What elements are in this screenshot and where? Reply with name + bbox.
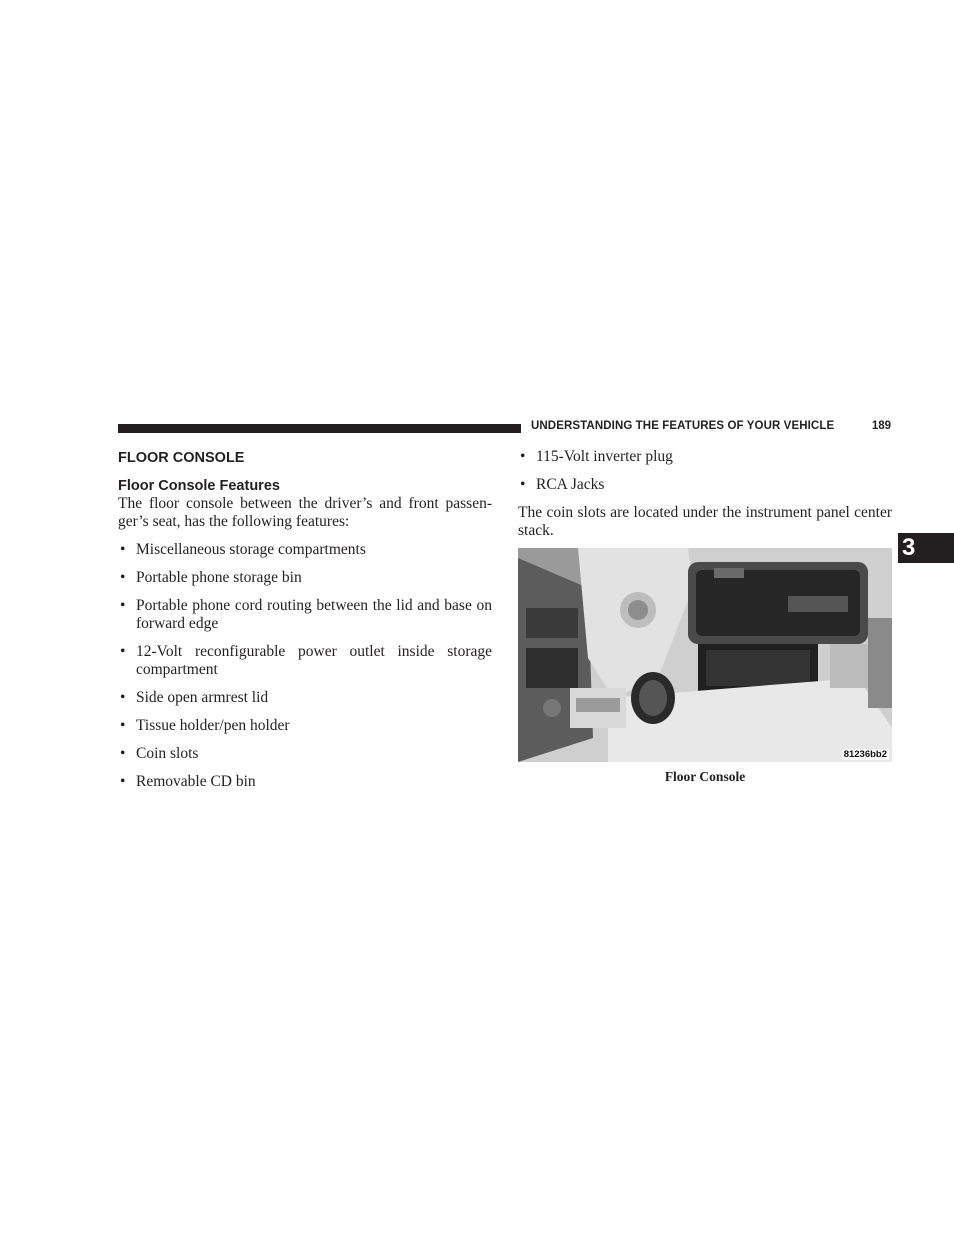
- running-header: [531, 420, 891, 432]
- list-item: [118, 717, 492, 735]
- list-item-text: Portable phone storage bin: [136, 569, 302, 586]
- bullet-icon: •: [120, 773, 126, 790]
- feature-list-continued: [518, 448, 892, 494]
- bullet-icon: •: [120, 643, 126, 660]
- list-item-text: Side open armrest lid: [136, 689, 269, 706]
- list-item-text: RCA Jacks: [536, 476, 605, 493]
- floor-console-photo: [518, 548, 892, 762]
- chapter-tab: 3: [898, 533, 954, 563]
- bullet-icon: •: [520, 476, 526, 493]
- list-item-text: 12-Volt reconfigurable power outlet inside storage compartment: [136, 643, 492, 678]
- list-item-text: Coin slots: [136, 745, 199, 762]
- figure-id: 81236bb2: [843, 749, 887, 760]
- list-item: [118, 643, 492, 679]
- list-item: [118, 773, 492, 791]
- left-column: [118, 448, 492, 801]
- section-title: FLOOR CONSOLE: [118, 450, 245, 466]
- list-item: [118, 569, 492, 587]
- list-item-text: Tissue holder/pen holder: [136, 717, 290, 734]
- coin-slots-paragraph: The coin slots are located under the instrument panel center stack.: [518, 504, 892, 539]
- list-item: [118, 597, 492, 633]
- intro-paragraph: The floor console between the driver’s and front passen-ger’s seat, has the following features:: [118, 495, 492, 530]
- bullet-icon: •: [120, 689, 126, 706]
- list-item: [518, 448, 892, 466]
- list-item-text: Removable CD bin: [136, 773, 256, 790]
- subsection-title: Floor Console Features: [118, 478, 280, 494]
- list-item: [118, 745, 492, 763]
- bullet-icon: •: [120, 541, 126, 558]
- page-number: 189: [871, 420, 891, 432]
- bullet-icon: •: [120, 597, 126, 614]
- bullet-icon: •: [120, 745, 126, 762]
- list-item-text: Portable phone cord routing between the lid and base on forward edge: [136, 597, 492, 632]
- right-column: [518, 448, 892, 785]
- feature-list: [118, 541, 492, 791]
- list-item-text: 115-Volt inverter plug: [536, 448, 673, 465]
- bullet-icon: •: [520, 448, 526, 465]
- bullet-icon: •: [120, 569, 126, 586]
- list-item-text: Miscellaneous storage compartments: [136, 541, 366, 558]
- list-item: [118, 541, 492, 559]
- bullet-icon: •: [120, 717, 126, 734]
- list-item: [118, 689, 492, 707]
- floor-console-illustration: [518, 548, 892, 762]
- figure-caption: Floor Console: [664, 769, 746, 784]
- header-title: UNDERSTANDING THE FEATURES OF YOUR VEHICLE: [531, 420, 835, 432]
- list-item: [518, 476, 892, 494]
- header-rule: [118, 424, 521, 433]
